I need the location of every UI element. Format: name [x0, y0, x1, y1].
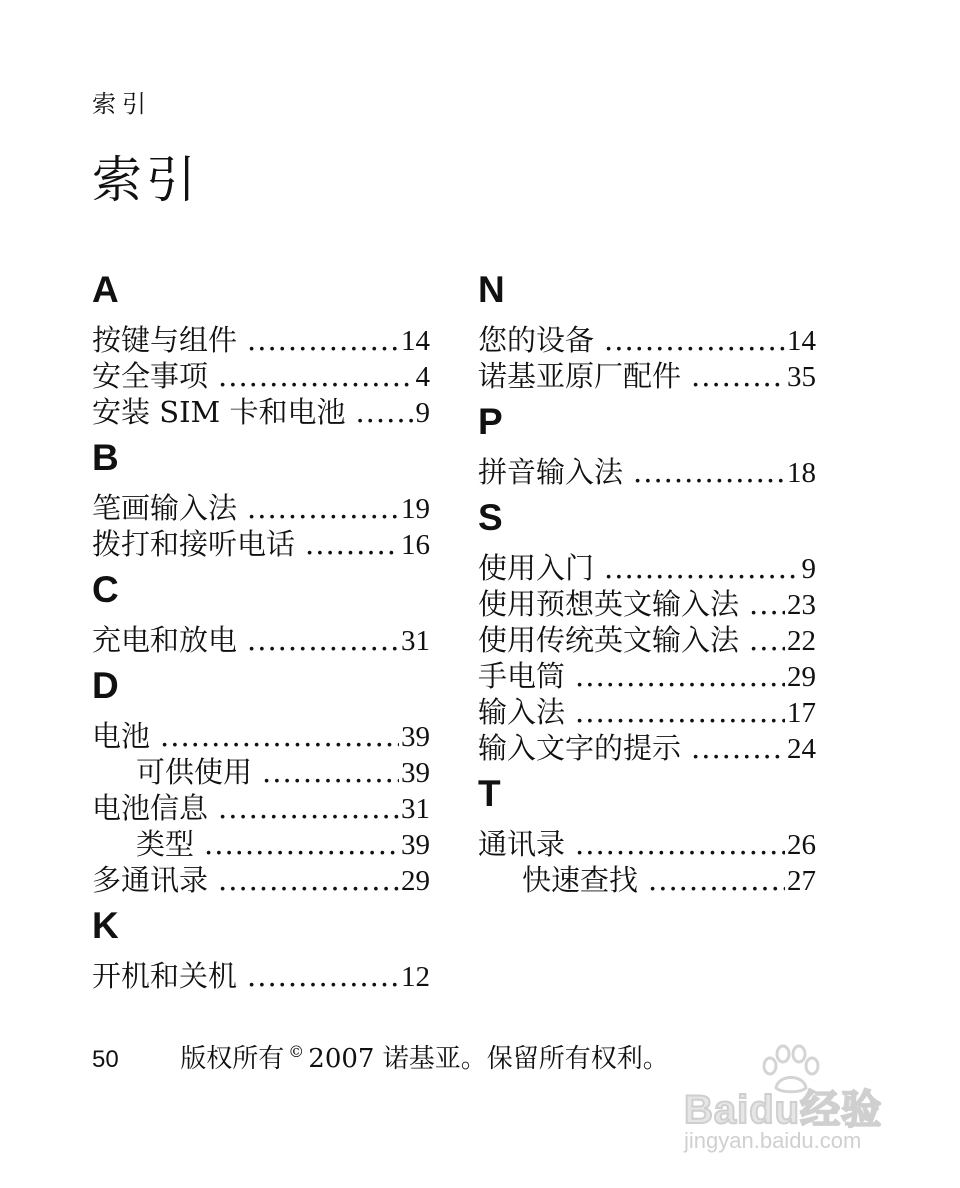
dot-leader: [633, 454, 785, 490]
index-section: [478, 268, 816, 400]
index-column-left: [92, 268, 430, 1000]
entry-text: 输入法: [478, 695, 566, 729]
dot-leader: [648, 862, 785, 898]
entry-page-number: 4: [415, 361, 430, 393]
entry-page-number: 14: [401, 325, 430, 357]
index-section: [478, 772, 816, 904]
dot-leader: [575, 658, 785, 694]
index-entry: [92, 358, 430, 394]
entry-page-number: 17: [787, 697, 816, 729]
index-entry: [92, 862, 430, 898]
entry-text: 充电和放电: [92, 623, 238, 657]
entry-page-number: 22: [787, 625, 816, 657]
entry-page-number: 29: [401, 865, 430, 897]
entry-page-number: 39: [401, 757, 430, 789]
copyright-symbol: ©: [288, 1042, 305, 1061]
dot-leader: [749, 622, 785, 658]
baidu-watermark: [676, 1044, 926, 1164]
index-column-right: [478, 268, 816, 904]
entry-text: 使用预想英文输入法: [478, 587, 740, 621]
index-entry: [478, 658, 816, 694]
entry-page-number: 26: [787, 829, 816, 861]
entry-page-number: 24: [787, 733, 816, 765]
entry-page-number: 14: [787, 325, 816, 357]
entry-text: 手电筒: [478, 659, 566, 693]
index-entry: [478, 322, 816, 358]
index-entry: [92, 322, 430, 358]
entry-page-number: 18: [787, 457, 816, 489]
watermark-brand: Baidu经验: [684, 1088, 883, 1132]
index-entry: [92, 526, 430, 562]
entry-text: 诺基亚原厂配件: [478, 359, 682, 393]
index-entry: [92, 490, 430, 526]
dot-leader: [604, 550, 799, 586]
entry-text: 安全事项: [92, 359, 209, 393]
entry-text: 笔画输入法: [92, 491, 238, 525]
index-entry: [478, 730, 816, 766]
page-number: 50: [92, 1046, 119, 1073]
dot-leader: [247, 622, 399, 658]
entry-text: 按键与组件: [92, 323, 238, 357]
index-entry: [478, 358, 816, 394]
index-subentry: [478, 862, 816, 898]
entry-page-number: 31: [401, 793, 430, 825]
dot-leader: [575, 694, 785, 730]
index-section: [92, 436, 430, 568]
entry-text: 电池信息: [92, 791, 209, 825]
section-letter: B: [92, 437, 119, 478]
dot-leader: [247, 958, 399, 994]
entry-text: 开机和关机: [92, 959, 238, 993]
entry-text: 拨打和接听电话: [92, 527, 296, 561]
dot-leader: [247, 322, 399, 358]
section-letter: S: [478, 497, 503, 538]
index-section: [92, 268, 430, 436]
section-letter: K: [92, 905, 119, 946]
entry-page-number: 9: [415, 397, 430, 429]
section-letter: P: [478, 401, 503, 442]
section-letter: N: [478, 269, 505, 310]
index-subentry: [92, 826, 430, 862]
entry-text: 多通讯录: [92, 863, 209, 897]
page-title: 索引: [92, 151, 200, 209]
entry-page-number: 39: [401, 829, 430, 861]
entry-page-number: 12: [401, 961, 430, 993]
section-letter: D: [92, 665, 119, 706]
dot-leader: [218, 862, 399, 898]
dot-leader: [204, 826, 399, 862]
entry-text: 拼音输入法: [478, 455, 624, 489]
entry-text: 使用入门: [478, 551, 595, 585]
copyright-suffix: 2007 诺基亚。保留所有权利。: [308, 1044, 669, 1074]
section-letter: A: [92, 269, 119, 310]
entry-text: 通讯录: [478, 827, 566, 861]
dot-leader: [262, 754, 399, 790]
dot-leader: [160, 718, 399, 754]
index-entry: [92, 622, 430, 658]
entry-text: 类型: [136, 827, 195, 861]
dot-leader: [575, 826, 785, 862]
index-subentry: [92, 754, 430, 790]
entry-page-number: 19: [401, 493, 430, 525]
dot-leader: [305, 526, 399, 562]
index-section: [478, 400, 816, 496]
index-entry: [478, 586, 816, 622]
dot-leader: [691, 730, 785, 766]
entry-text: 安装 SIM 卡和电池: [92, 395, 346, 429]
entry-page-number: 27: [787, 865, 816, 897]
dot-leader: [691, 358, 785, 394]
entry-text: 使用传统英文输入法: [478, 623, 740, 657]
entry-page-number: 16: [401, 529, 430, 561]
dot-leader: [749, 586, 785, 622]
running-head: 索引: [92, 90, 152, 118]
dot-leader: [218, 790, 399, 826]
index-entry: [478, 622, 816, 658]
index-section: [92, 664, 430, 904]
index-entry: [478, 454, 816, 490]
entry-text: 输入文字的提示: [478, 731, 682, 765]
section-letter: T: [478, 773, 501, 814]
index-section: [478, 496, 816, 772]
entry-page-number: 9: [801, 553, 816, 585]
section-letter: C: [92, 569, 119, 610]
index-entry: [92, 790, 430, 826]
entry-page-number: 35: [787, 361, 816, 393]
copyright-prefix: 版权所有: [180, 1044, 285, 1074]
dot-leader: [218, 358, 413, 394]
index-entry: [92, 718, 430, 754]
index-section: [92, 904, 430, 1000]
entry-page-number: 31: [401, 625, 430, 657]
entry-page-number: 29: [787, 661, 816, 693]
watermark-url: jingyan.baidu.com: [684, 1128, 862, 1153]
index-entry: [478, 550, 816, 586]
index-entry: [478, 694, 816, 730]
page-footer: [92, 1032, 669, 1080]
entry-page-number: 23: [787, 589, 816, 621]
entry-page-number: 39: [401, 721, 430, 753]
entry-text: 快速查找: [522, 863, 639, 897]
entry-text: 电池: [92, 719, 151, 753]
entry-text: 您的设备: [478, 323, 595, 357]
entry-text: 可供使用: [136, 755, 253, 789]
dot-leader: [604, 322, 785, 358]
index-section: [92, 568, 430, 664]
index-entry: [478, 826, 816, 862]
dot-leader: [355, 394, 413, 430]
index-entry: [92, 958, 430, 994]
dot-leader: [247, 490, 399, 526]
index-entry: [92, 394, 430, 430]
